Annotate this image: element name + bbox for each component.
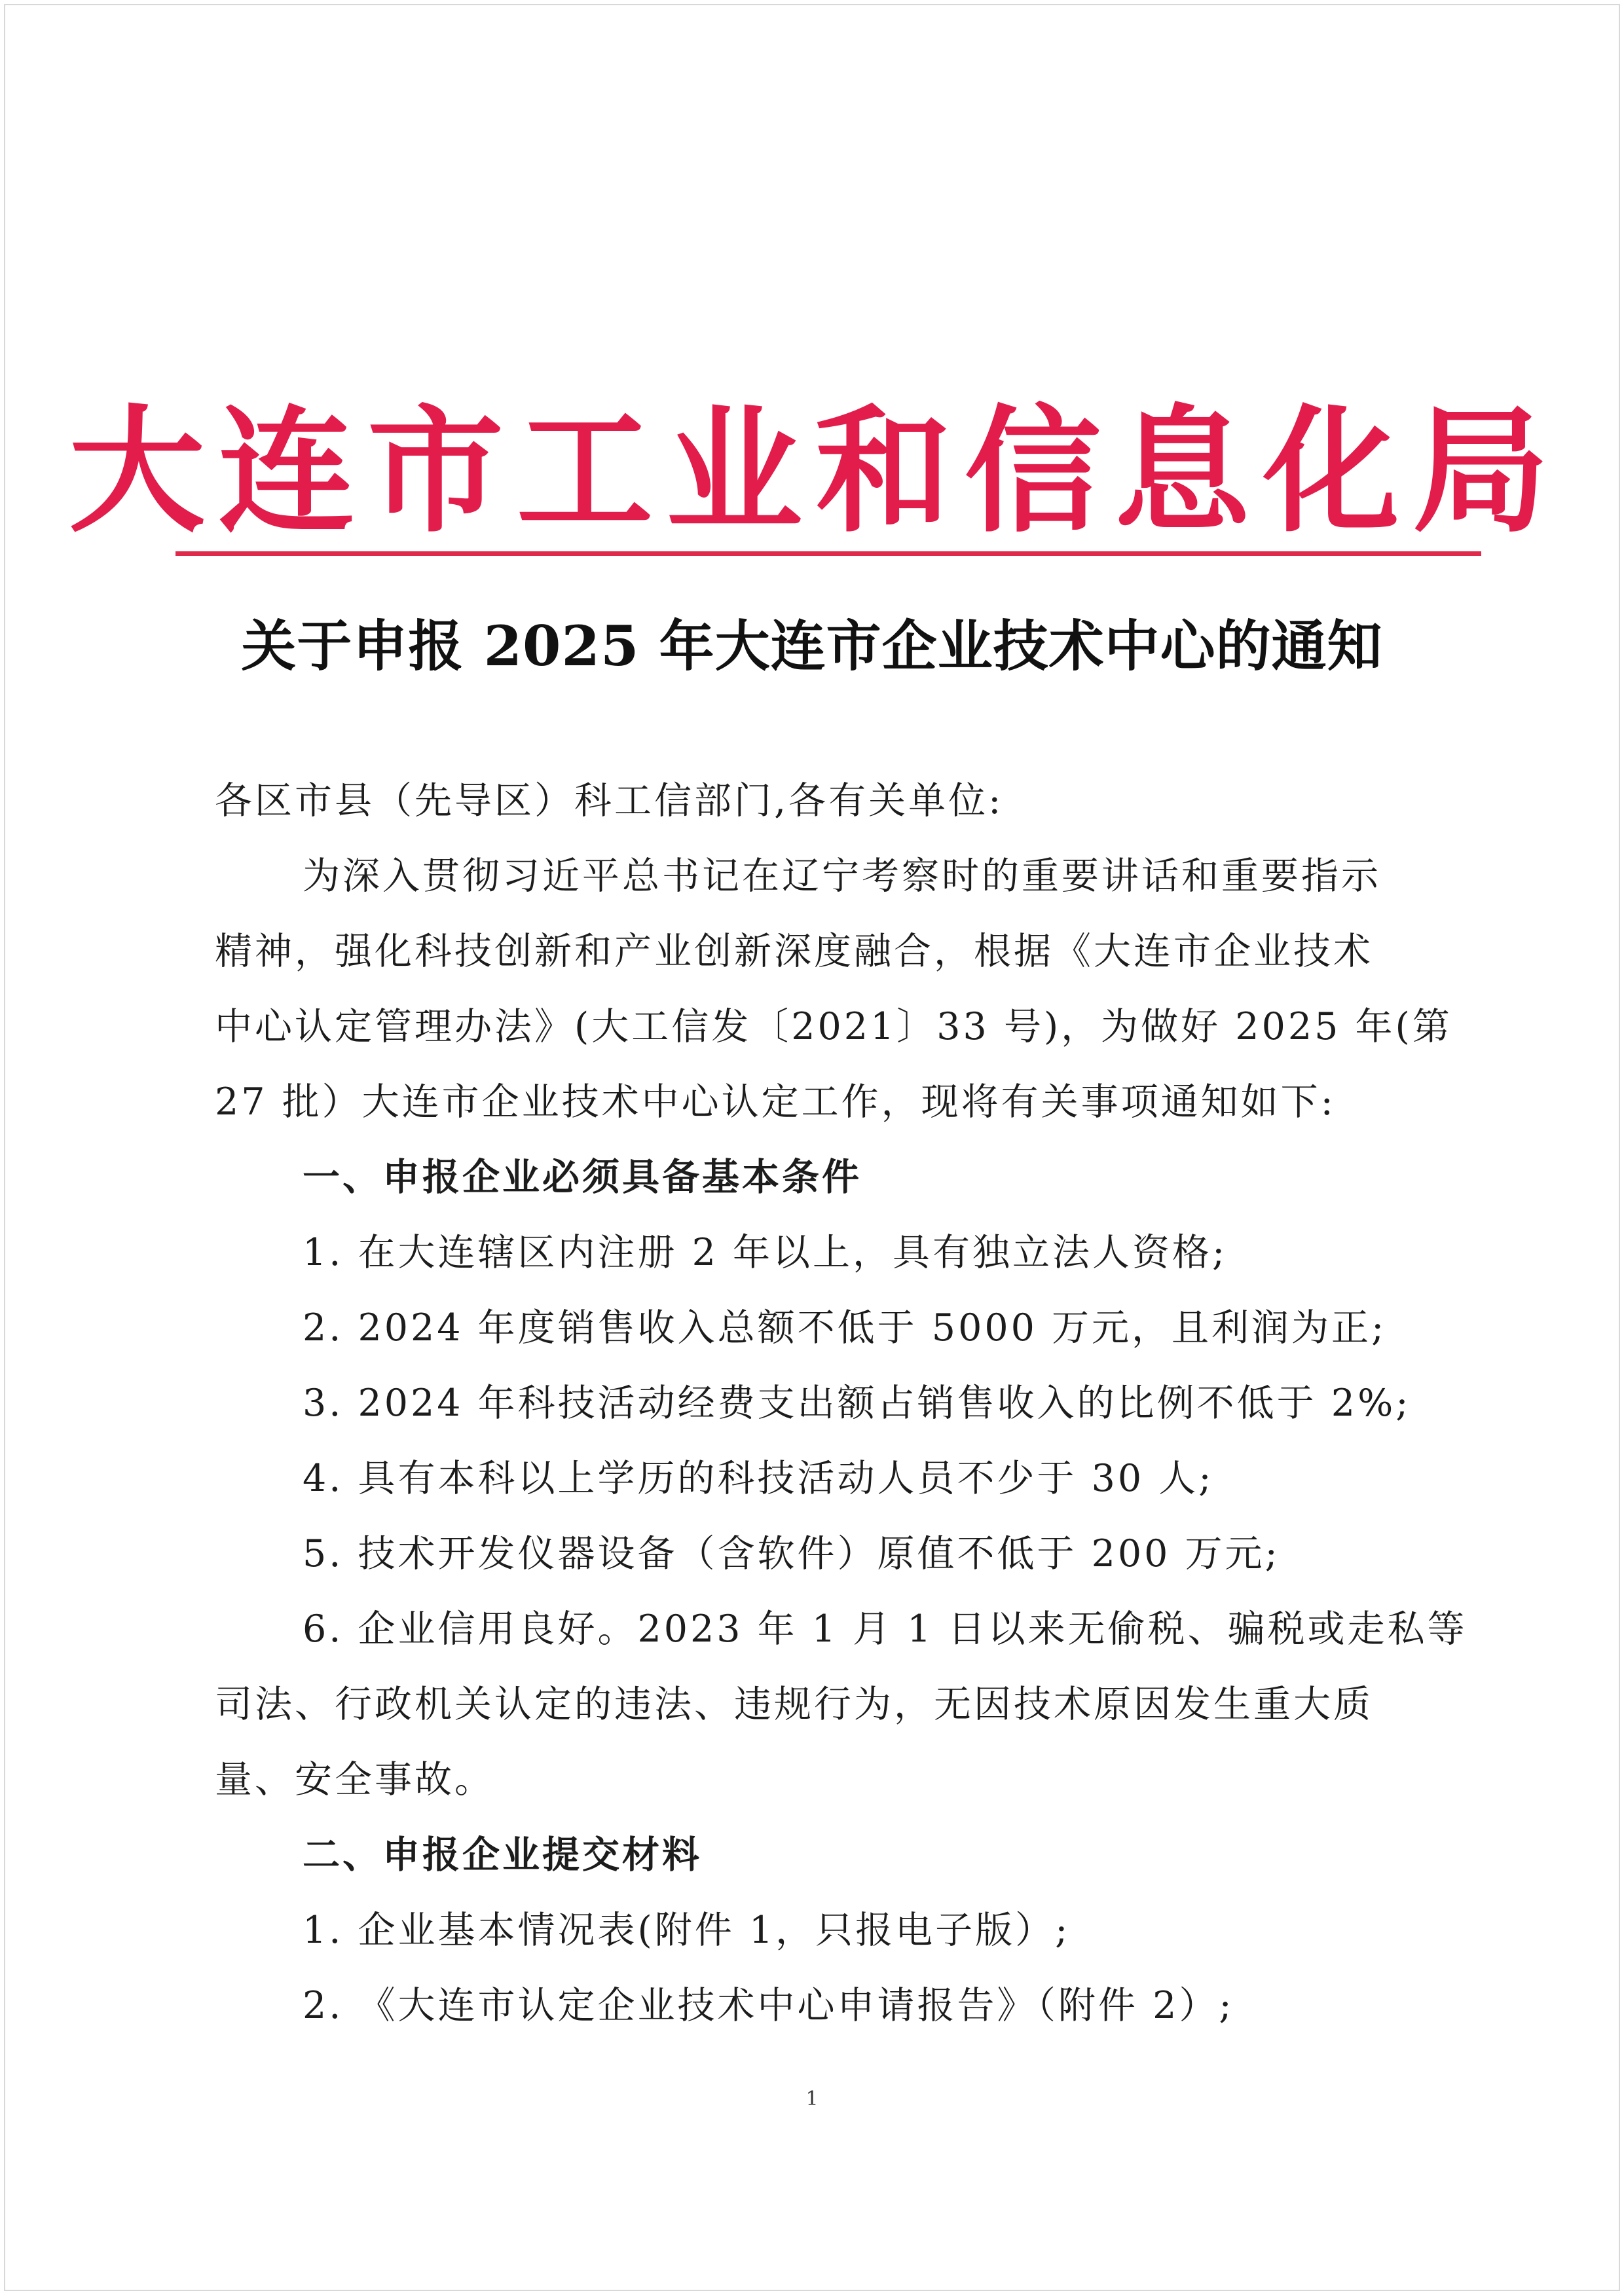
body-paragraph-line: 为深入贯彻习近平总书记在辽宁考察时的重要讲话和重要指示 (303, 854, 1381, 898)
list-item: 6. 企业信用良好。2023 年 1 月 1 日以来无偷税、骗税或走私等 (303, 1607, 1467, 1651)
document-title: 关于申报 2025 年大连市企业技术中心的通知 (241, 613, 1383, 678)
section-heading: 二、申报企业提交材料 (303, 1833, 702, 1877)
list-item: 3. 2024 年科技活动经费支出额占销售收入的比例不低于 2%; (303, 1382, 1411, 1425)
body-paragraph-line: 27 批）大连市企业技术中心认定工作，现将有关事项通知如下: (215, 1080, 1336, 1124)
list-item: 5. 技术开发仪器设备（含软件）原值不低于 200 万元; (303, 1532, 1280, 1575)
list-item: 1. 在大连辖区内注册 2 年以上，具有独立法人资格; (303, 1231, 1228, 1274)
list-item: 2. 《大连市认定企业技术中心申请报告》（附件 2）; (303, 1984, 1234, 2027)
list-item: 4. 具有本科以上学历的科技活动人员不少于 30 人; (303, 1457, 1214, 1500)
list-item: 2. 2024 年度销售收入总额不低于 5000 万元，且利润为正; (303, 1306, 1387, 1349)
letterhead (69, 392, 1562, 551)
page-number: 1 (805, 2087, 819, 2110)
list-item-continuation: 司法、行政机关认定的违法、违规行为，无因技术原因发生重大质 (215, 1683, 1373, 1726)
list-item: 1. 企业基本情况表(附件 1，只报电子版）; (303, 1909, 1071, 1952)
document-body (215, 763, 1485, 2044)
list-item-continuation: 量、安全事故。 (215, 1758, 494, 1801)
section-heading: 一、申报企业必须具备基本条件 (303, 1156, 862, 1199)
red-divider-line (175, 551, 1481, 556)
issuing-organization: 大连市工业和信息化局 (69, 392, 1562, 551)
body-paragraph-line: 中心认定管理办法》(大工信发〔2021〕33 号)，为做好 2025 年(第 (215, 1005, 1452, 1048)
body-paragraph-line: 精神，强化科技创新和产业创新深度融合，根据《大连市企业技术 (215, 930, 1373, 973)
salutation: 各区市县（先导区）科工信部门,各有关单位: (215, 779, 1004, 822)
